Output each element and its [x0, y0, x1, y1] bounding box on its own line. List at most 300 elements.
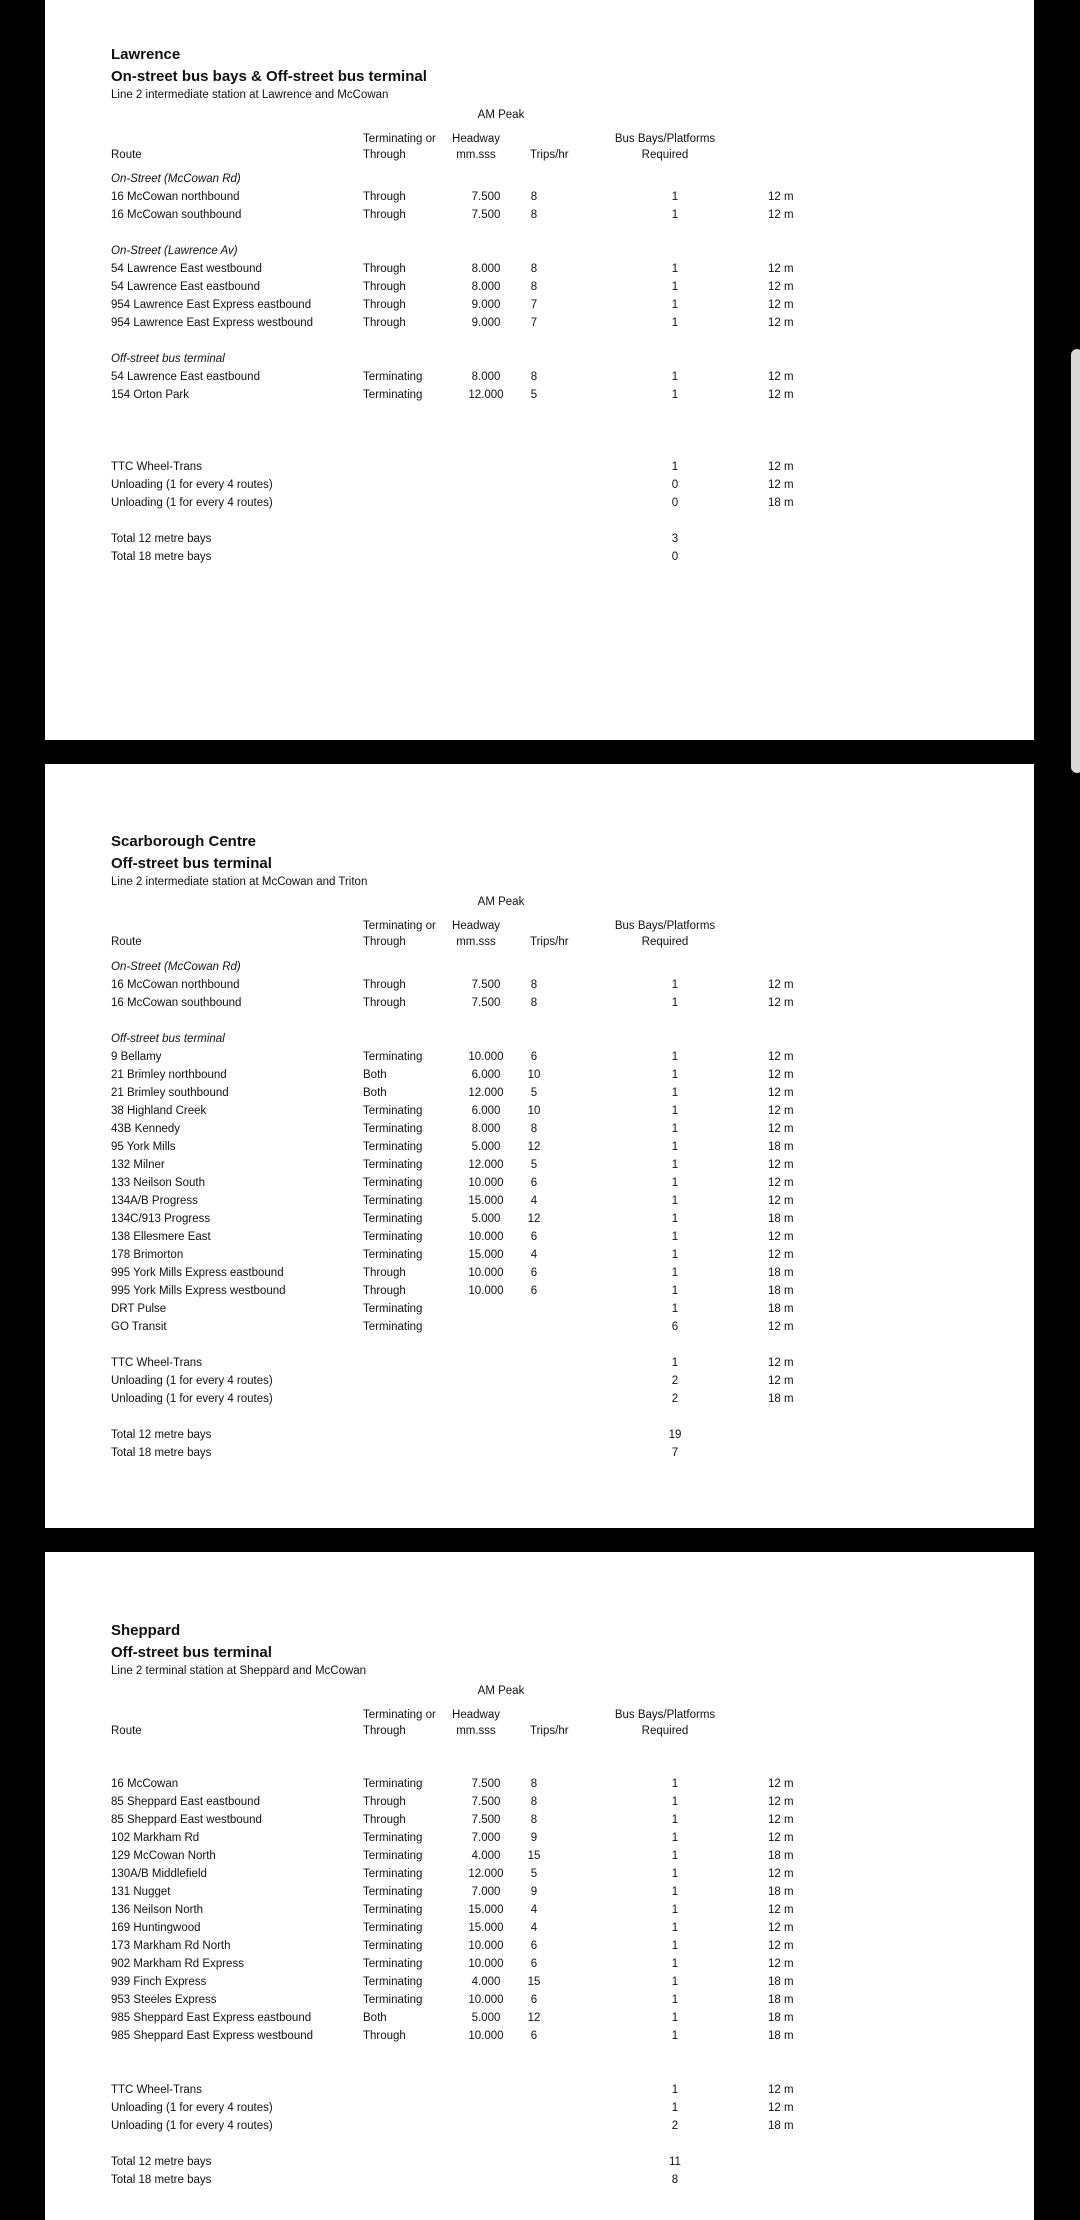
route-type: Terminating: [363, 1123, 423, 1135]
bays-required: 1: [671, 1795, 679, 1808]
headway-value: 7.500: [471, 1813, 501, 1826]
header-required: Required: [641, 936, 689, 948]
headway-value: 7.500: [471, 1795, 501, 1808]
route-name: 21 Brimley southbound: [111, 1087, 229, 1099]
route-name: 134C/913 Progress: [111, 1213, 211, 1225]
bays-required: 1: [671, 460, 679, 473]
bays-required: 1: [671, 1141, 679, 1153]
route-type: Through: [363, 1813, 406, 1826]
trips-value: 5: [530, 388, 538, 401]
bays-required: 1: [671, 1159, 679, 1171]
headway-value: 8.000: [471, 280, 501, 293]
route-type: Terminating: [363, 1303, 423, 1315]
bay-length: 18 m: [768, 1393, 794, 1405]
bays-required: 2: [671, 1375, 679, 1387]
route-type: Through: [363, 979, 406, 991]
page-title: Scarborough Centre: [111, 833, 257, 850]
bay-length: 12 m: [768, 460, 794, 473]
route-name: TTC Wheel-Trans: [111, 1357, 202, 1369]
route-type: Terminating: [363, 1231, 423, 1243]
bays-required: 1: [671, 1123, 679, 1135]
route-name: Unloading (1 for every 4 routes): [111, 1375, 273, 1387]
bays-required: 1: [671, 1777, 679, 1790]
headway-value: 7.500: [471, 190, 501, 203]
trips-value: 12: [527, 1213, 541, 1225]
section-heading: On-Street (McCowan Rd): [111, 961, 241, 973]
bays-required: 1: [671, 1285, 679, 1297]
headway-value: 12.000: [468, 1087, 504, 1099]
bays-required: 1: [671, 316, 679, 329]
bay-length: 12 m: [768, 1867, 794, 1880]
route-name: Total 18 metre bays: [111, 2173, 212, 2186]
route-name: TTC Wheel-Trans: [111, 2083, 202, 2096]
headway-value: 8.000: [471, 262, 501, 275]
header-bays: Bus Bays/Platforms: [614, 1709, 716, 1721]
bay-length: 18 m: [768, 1285, 794, 1297]
route-type: Through: [363, 262, 406, 275]
bays-required: 11: [669, 2155, 681, 2168]
trips-value: 8: [530, 1777, 538, 1790]
headway-value: 5.000: [471, 1213, 501, 1225]
header-bays: Bus Bays/Platforms: [614, 133, 716, 145]
headway-value: 10.000: [468, 1285, 504, 1297]
bay-length: 12 m: [768, 280, 794, 293]
route-type: Terminating: [363, 1213, 423, 1225]
header-headway: Headway: [452, 920, 500, 932]
bays-required: 1: [671, 190, 679, 203]
route-type: Terminating: [363, 1867, 423, 1880]
route-name: Unloading (1 for every 4 routes): [111, 496, 273, 509]
route-type: Terminating: [363, 1177, 423, 1189]
route-name: 939 Finch Express: [111, 1975, 207, 1988]
section-heading: On-Street (Lawrence Av): [111, 244, 238, 257]
trips-value: 8: [530, 208, 538, 221]
route-type: Through: [363, 190, 406, 203]
bays-required: 1: [671, 2029, 679, 2042]
page-title: Lawrence: [111, 46, 181, 63]
header-through: Through: [363, 936, 406, 948]
bays-required: 1: [671, 1105, 679, 1117]
route-name: Total 12 metre bays: [111, 532, 212, 545]
trips-value: 10: [527, 1069, 541, 1081]
trips-value: 5: [530, 1867, 538, 1880]
document-page-scarborough-centre: [45, 764, 1034, 1528]
bay-length: 12 m: [768, 1123, 794, 1135]
route-type: Terminating: [363, 1903, 423, 1916]
trips-value: 9: [530, 1831, 538, 1844]
headway-value: 4.000: [471, 1975, 501, 1988]
route-type: Terminating: [363, 1885, 423, 1898]
route-type: Through: [363, 316, 406, 329]
route-type: Terminating: [363, 1921, 423, 1934]
bay-length: 12 m: [768, 1195, 794, 1207]
page-subtitle: Off-street bus terminal: [111, 855, 272, 872]
trips-value: 8: [530, 997, 538, 1009]
header-bays: Bus Bays/Platforms: [614, 920, 716, 932]
route-name: 178 Brimorton: [111, 1249, 184, 1261]
bay-length: 18 m: [768, 1213, 794, 1225]
trips-value: 8: [530, 1813, 538, 1826]
headway-value: 15.000: [468, 1921, 504, 1934]
page-description: Line 2 intermediate station at Lawrence and McCowan: [111, 89, 389, 101]
page-title: Sheppard: [111, 1622, 181, 1639]
route-name: Unloading (1 for every 4 routes): [111, 478, 273, 491]
bay-length: 12 m: [768, 316, 794, 329]
bay-length: 12 m: [768, 2083, 794, 2096]
route-type: Terminating: [363, 1975, 423, 1988]
trips-value: 12: [527, 1141, 541, 1153]
route-name: 16 McCowan southbound: [111, 208, 242, 221]
section-heading: On-Street (McCowan Rd): [111, 172, 241, 185]
headway-value: 7.500: [471, 208, 501, 221]
trips-value: 6: [530, 1957, 538, 1970]
bay-length: 18 m: [768, 1267, 794, 1279]
headway-value: 7.500: [471, 979, 501, 991]
header-am-peak: AM Peak: [477, 109, 525, 121]
document-page-sheppard: [45, 1552, 1034, 2220]
route-type: Terminating: [363, 1141, 423, 1153]
bays-required: 1: [671, 1303, 679, 1315]
bay-length: 18 m: [768, 2029, 794, 2042]
bay-length: 12 m: [768, 1087, 794, 1099]
bay-length: 12 m: [768, 208, 794, 221]
headway-value: 12.000: [468, 388, 504, 401]
route-name: 954 Lawrence East Express westbound: [111, 316, 314, 329]
trips-value: 15: [527, 1849, 541, 1862]
header-trips: Trips/hr: [530, 936, 569, 948]
route-name: 85 Sheppard East westbound: [111, 1813, 262, 1826]
route-type: Through: [363, 997, 406, 1009]
route-name: 54 Lawrence East westbound: [111, 262, 262, 275]
route-name: 95 York Mills: [111, 1141, 176, 1153]
headway-value: 12.000: [468, 1159, 504, 1171]
route-name: Total 12 metre bays: [111, 2155, 212, 2168]
trips-value: 9: [530, 1885, 538, 1898]
route-name: 130A/B Middlefield: [111, 1867, 207, 1880]
trips-value: 6: [530, 1939, 538, 1952]
trips-value: 5: [530, 1159, 538, 1171]
trips-value: 6: [530, 1267, 538, 1279]
page-subtitle: On-street bus bays & Off-street bus terminal: [111, 68, 427, 85]
route-type: Through: [363, 280, 406, 293]
trips-value: 5: [530, 1087, 538, 1099]
bay-length: 12 m: [768, 1939, 794, 1952]
headway-value: 6.000: [471, 1105, 501, 1117]
trips-value: 6: [530, 1285, 538, 1297]
header-terminating: Terminating or: [363, 920, 436, 932]
trips-value: 4: [530, 1195, 538, 1207]
bays-required: 1: [671, 1993, 679, 2006]
route-type: Terminating: [363, 1105, 423, 1117]
bay-length: 12 m: [768, 298, 794, 311]
route-type: Both: [363, 1087, 387, 1099]
headway-value: 10.000: [468, 1051, 504, 1063]
bays-required: 0: [671, 496, 679, 509]
route-name: Unloading (1 for every 4 routes): [111, 2101, 273, 2114]
route-name: 953 Steeles Express: [111, 1993, 217, 2006]
section-heading: Off-street bus terminal: [111, 1033, 225, 1045]
bay-length: 12 m: [768, 1231, 794, 1243]
route-name: 16 McCowan northbound: [111, 979, 240, 991]
header-terminating: Terminating or: [363, 1709, 436, 1721]
header-trips: Trips/hr: [530, 149, 569, 161]
route-name: 54 Lawrence East eastbound: [111, 280, 260, 293]
route-name: 132 Milner: [111, 1159, 165, 1171]
bays-required: 1: [671, 1975, 679, 1988]
route-type: Both: [363, 1069, 387, 1081]
bays-required: 19: [668, 1429, 682, 1441]
route-name: 133 Neilson South: [111, 1177, 205, 1189]
bays-required: 1: [671, 1249, 679, 1261]
headway-value: 8.000: [471, 370, 501, 383]
page-description: Line 2 intermediate station at McCowan and Triton: [111, 876, 368, 888]
header-mmsss: mm.sss: [456, 149, 496, 161]
route-type: Terminating: [363, 1957, 423, 1970]
header-trips: Trips/hr: [530, 1725, 569, 1737]
route-name: 985 Sheppard East Express eastbound: [111, 2011, 312, 2024]
route-name: 85 Sheppard East eastbound: [111, 1795, 260, 1808]
header-required: Required: [641, 149, 689, 161]
route-name: 129 McCowan North: [111, 1849, 216, 1862]
trips-value: 8: [530, 280, 538, 293]
bay-length: 12 m: [768, 190, 794, 203]
bay-length: 12 m: [768, 1159, 794, 1171]
bays-required: 0: [671, 550, 679, 563]
route-name: 154 Orton Park: [111, 388, 189, 401]
bays-required: 1: [671, 1069, 679, 1081]
trips-value: 8: [530, 190, 538, 203]
route-name: 43B Kennedy: [111, 1123, 181, 1135]
bay-length: 12 m: [768, 1921, 794, 1934]
bays-required: 1: [671, 1231, 679, 1243]
bays-required: 1: [671, 1195, 679, 1207]
headway-value: 4.000: [471, 1849, 501, 1862]
route-name: 102 Markham Rd: [111, 1831, 200, 1844]
trips-value: 6: [530, 1993, 538, 2006]
route-type: Terminating: [363, 1051, 423, 1063]
trips-value: 6: [530, 2029, 538, 2042]
bay-length: 18 m: [768, 1885, 794, 1898]
headway-value: 9.000: [471, 298, 501, 311]
header-terminating: Terminating or: [363, 133, 436, 145]
bay-length: 12 m: [768, 1249, 794, 1261]
headway-value: 12.000: [468, 1867, 504, 1880]
bays-required: 0: [671, 478, 679, 491]
route-name: 954 Lawrence East Express eastbound: [111, 298, 312, 311]
trips-value: 15: [527, 1975, 541, 1988]
bays-required: 6: [671, 1321, 679, 1333]
bays-required: 1: [671, 1831, 679, 1844]
bays-required: 1: [671, 298, 679, 311]
headway-value: 10.000: [468, 2029, 504, 2042]
trips-value: 8: [530, 1123, 538, 1135]
route-type: Through: [363, 1267, 406, 1279]
bays-required: 8: [671, 2173, 679, 2186]
header-am-peak: AM Peak: [477, 1685, 525, 1697]
route-type: Terminating: [363, 388, 423, 401]
route-name: 16 McCowan: [111, 1777, 179, 1790]
bays-required: 1: [671, 280, 679, 293]
header-through: Through: [363, 1725, 406, 1737]
header-mmsss: mm.sss: [456, 1725, 496, 1737]
trips-value: 8: [530, 370, 538, 383]
route-name: 9 Bellamy: [111, 1051, 162, 1063]
bay-length: 18 m: [768, 2119, 794, 2132]
bay-length: 18 m: [768, 2011, 794, 2024]
bays-required: 1: [671, 1087, 679, 1099]
bays-required: 1: [671, 2101, 679, 2114]
headway-value: 9.000: [471, 316, 501, 329]
header-headway: Headway: [452, 1709, 500, 1721]
bay-length: 18 m: [768, 1849, 794, 1862]
trips-value: 7: [530, 316, 538, 329]
headway-value: 10.000: [468, 1177, 504, 1189]
route-name: 173 Markham Rd North: [111, 1939, 231, 1952]
route-type: Terminating: [363, 1777, 423, 1790]
route-name: GO Transit: [111, 1321, 167, 1333]
headway-value: 7.500: [471, 997, 501, 1009]
headway-value: 5.000: [471, 1141, 501, 1153]
headway-value: 10.000: [468, 1267, 504, 1279]
bays-required: 1: [671, 1177, 679, 1189]
bays-required: 1: [671, 1885, 679, 1898]
trips-value: 4: [530, 1249, 538, 1261]
headway-value: 10.000: [468, 1939, 504, 1952]
bays-required: 1: [671, 979, 679, 991]
header-through: Through: [363, 149, 406, 161]
bay-length: 12 m: [768, 1831, 794, 1844]
route-type: Through: [363, 208, 406, 221]
bays-required: 1: [671, 2083, 679, 2096]
trips-value: 12: [527, 2011, 541, 2024]
bay-length: 12 m: [768, 1813, 794, 1826]
bays-required: 1: [671, 1867, 679, 1880]
header-route: Route: [111, 149, 142, 161]
bays-required: 2: [671, 1393, 679, 1405]
route-type: Terminating: [363, 1993, 423, 2006]
headway-value: 7.500: [471, 1777, 501, 1790]
route-type: Through: [363, 2029, 406, 2042]
bays-required: 1: [671, 1357, 679, 1369]
route-type: Terminating: [363, 370, 423, 383]
bay-length: 12 m: [768, 1177, 794, 1189]
bays-required: 1: [671, 1921, 679, 1934]
bays-required: 1: [671, 1051, 679, 1063]
bay-length: 12 m: [768, 997, 794, 1009]
bay-length: 12 m: [768, 979, 794, 991]
route-name: Total 18 metre bays: [111, 1447, 212, 1459]
bay-length: 12 m: [768, 2101, 794, 2114]
route-name: TTC Wheel-Trans: [111, 460, 202, 473]
trips-value: 6: [530, 1231, 538, 1243]
bay-length: 18 m: [768, 1975, 794, 1988]
route-name: Total 12 metre bays: [111, 1429, 212, 1441]
scrollbar-thumb[interactable]: [1071, 349, 1080, 773]
bay-length: 12 m: [768, 262, 794, 275]
trips-value: 8: [530, 1795, 538, 1808]
bay-length: 18 m: [768, 1303, 794, 1315]
route-type: Terminating: [363, 1849, 423, 1862]
headway-value: 10.000: [468, 1993, 504, 2006]
headway-value: 7.000: [471, 1831, 501, 1844]
headway-value: 7.000: [471, 1885, 501, 1898]
bay-length: 18 m: [768, 496, 794, 509]
bay-length: 12 m: [768, 1357, 794, 1369]
trips-value: 4: [530, 1903, 538, 1916]
route-name: 902 Markham Rd Express: [111, 1957, 244, 1970]
header-required: Required: [641, 1725, 689, 1737]
route-name: 985 Sheppard East Express westbound: [111, 2029, 314, 2042]
route-name: Total 18 metre bays: [111, 550, 212, 563]
route-type: Terminating: [363, 1831, 423, 1844]
headway-value: 15.000: [468, 1249, 504, 1261]
bay-length: 18 m: [768, 1141, 794, 1153]
route-type: Terminating: [363, 1249, 423, 1261]
bays-required: 3: [671, 532, 679, 545]
header-route: Route: [111, 936, 142, 948]
bays-required: 2: [671, 2119, 679, 2132]
section-heading: Off-street bus terminal: [111, 352, 225, 365]
header-mmsss: mm.sss: [456, 936, 496, 948]
bays-required: 1: [671, 1903, 679, 1916]
bay-length: 12 m: [768, 1957, 794, 1970]
bay-length: 12 m: [768, 370, 794, 383]
route-type: Terminating: [363, 1195, 423, 1207]
bays-required: 1: [671, 388, 679, 401]
route-type: Terminating: [363, 1321, 423, 1333]
bays-required: 7: [671, 1447, 679, 1459]
route-name: 138 Ellesmere East: [111, 1231, 211, 1243]
route-name: 131 Nugget: [111, 1885, 171, 1898]
route-type: Terminating: [363, 1159, 423, 1171]
trips-value: 10: [527, 1105, 541, 1117]
header-headway: Headway: [452, 133, 500, 145]
bays-required: 1: [671, 1213, 679, 1225]
route-name: Unloading (1 for every 4 routes): [111, 2119, 273, 2132]
trips-value: 6: [530, 1177, 538, 1189]
route-name: 38 Highland Creek: [111, 1105, 207, 1117]
bay-length: 12 m: [768, 1777, 794, 1790]
trips-value: 4: [530, 1921, 538, 1934]
headway-value: 10.000: [468, 1231, 504, 1243]
bay-length: 12 m: [768, 1321, 794, 1333]
bays-required: 1: [671, 1267, 679, 1279]
page-description: Line 2 terminal station at Sheppard and McCowan: [111, 1665, 367, 1677]
trips-value: 7: [530, 298, 538, 311]
trips-value: 6: [530, 1051, 538, 1063]
bays-required: 1: [671, 2011, 679, 2024]
route-name: DRT Pulse: [111, 1303, 167, 1315]
bay-length: 12 m: [768, 478, 794, 491]
page-subtitle: Off-street bus terminal: [111, 1644, 272, 1661]
route-name: Unloading (1 for every 4 routes): [111, 1393, 273, 1405]
bays-required: 1: [671, 1813, 679, 1826]
route-name: 995 York Mills Express westbound: [111, 1285, 286, 1297]
headway-value: 15.000: [468, 1195, 504, 1207]
headway-value: 6.000: [471, 1069, 501, 1081]
bays-required: 1: [671, 370, 679, 383]
route-name: 169 Huntingwood: [111, 1921, 201, 1934]
trips-value: 8: [530, 262, 538, 275]
route-name: 134A/B Progress: [111, 1195, 198, 1207]
document-page-lawrence: [45, 0, 1034, 740]
bay-length: 12 m: [768, 388, 794, 401]
bay-length: 12 m: [768, 1105, 794, 1117]
bay-length: 12 m: [768, 1903, 794, 1916]
route-name: 54 Lawrence East eastbound: [111, 370, 260, 383]
header-am-peak: AM Peak: [477, 896, 525, 908]
bay-length: 12 m: [768, 1069, 794, 1081]
